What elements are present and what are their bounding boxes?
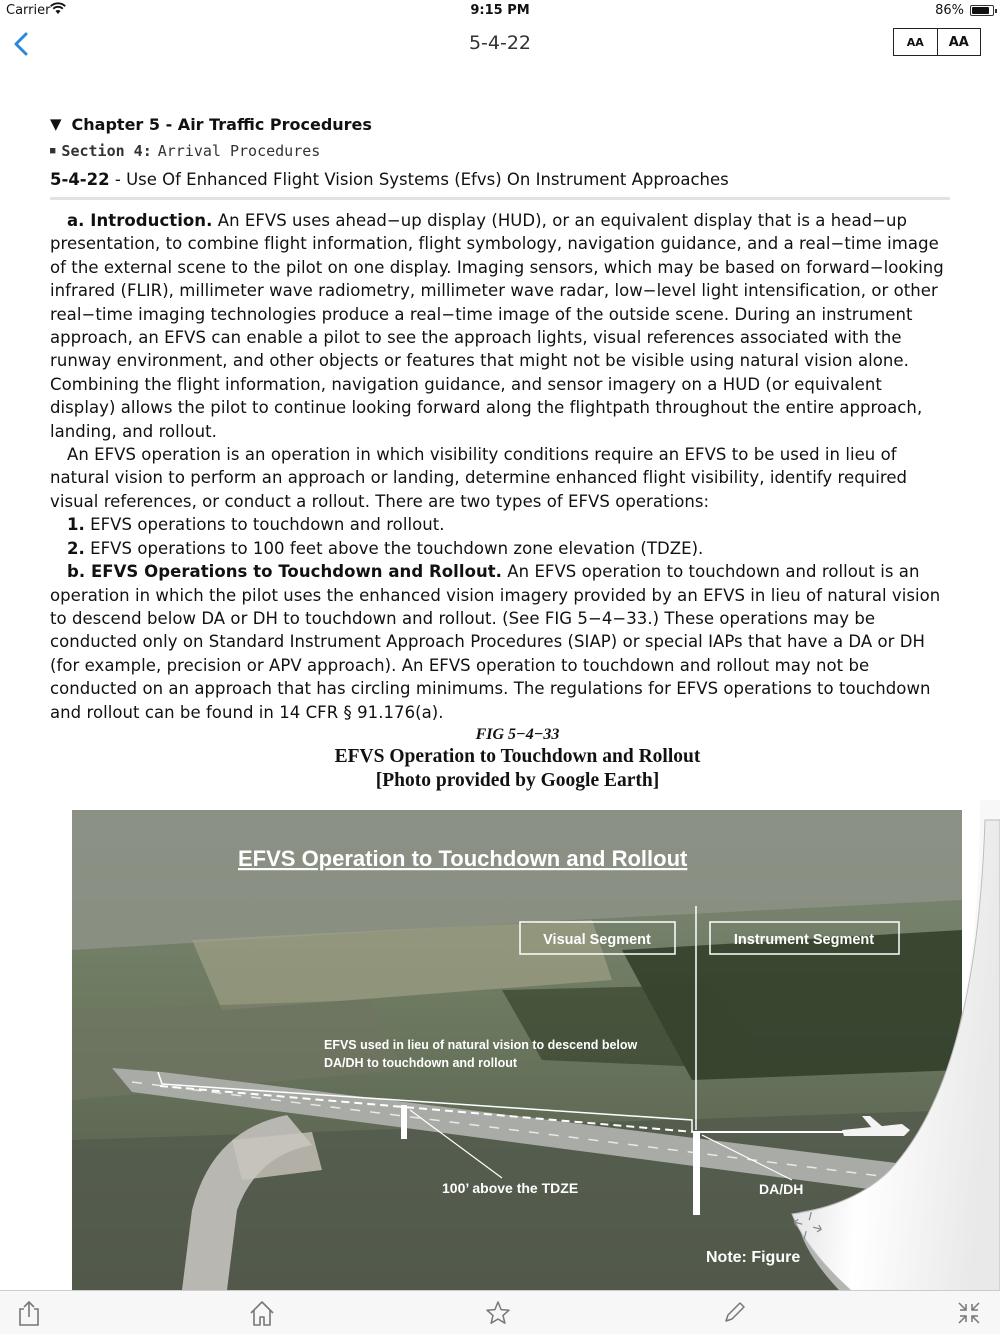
status-bar: [0, 0, 1000, 22]
font-decrease-button[interactable]: [894, 29, 937, 55]
share-button[interactable]: [15, 1299, 43, 1327]
figure-image-title: EFVS Operation to Touchdown and Rollout: [238, 846, 688, 871]
section-heading[interactable]: [50, 140, 950, 162]
da-dh-label: DA/DH: [759, 1181, 804, 1197]
navigation-bar: [0, 22, 1000, 66]
bookmark-button[interactable]: [484, 1299, 512, 1327]
item-text: EFVS operations to touchdown and rollout.: [84, 515, 445, 535]
figure-title: EFVS Operation to Touchdown and Rollout: [334, 746, 701, 767]
list-item: [50, 513, 950, 536]
annotation-line-2: DA/DH to touchdown and rollout: [324, 1056, 518, 1070]
paragraph-title: - Use Of Enhanced Flight Vision Systems (Efvs) On Instrument Approaches: [109, 170, 729, 189]
operation-paragraph: An EFVS operation is an operation in which visibility conditions require an EFVS to be used in lieu of natural vision to perform an approach or landing, determine enhanced flight visibility, identify required visual references, or conduct a rollout. There are two types of EFVS operations:: [50, 445, 908, 511]
list-item: [50, 537, 950, 560]
paragraph-number: 5-4-22: [50, 170, 110, 189]
figure-number: FIG 5−4−33: [475, 726, 560, 743]
section-b-text: An EFVS operation to touchdown and rollout is an operation in which the pilot uses the enhanced vision imagery provided by an EFVS in lieu of natural vision to descend below DA or DH to touchdown and rollout. (See FIG 5−4−33.) These operations may be conducted only on Standard Instrument Approach Procedures (SIAP) or special IAPs that have a DA or DH (for example, precision or APV approach). An EFVS operation to touchdown and rollout may not be conducted on an approach that has circling minimums. The regulations for EFVS operations to touchdown and rollout can be found in 14 CFR § 91.176(a).: [50, 562, 941, 722]
intro-paragraph: [50, 209, 950, 443]
instrument-segment-label: Instrument Segment: [733, 932, 875, 948]
section-name: Arrival Procedures: [157, 142, 321, 160]
status-time: 9:15 PM: [470, 3, 530, 18]
section-b-paragraph: [50, 560, 950, 724]
figure-subtitle: [Photo provided by Google Earth]: [375, 770, 660, 791]
font-increase-label: AA: [948, 34, 969, 50]
body-text: [50, 209, 950, 724]
item-number: 1.: [67, 515, 85, 535]
visual-segment-label: Visual Segment: [543, 932, 651, 948]
disclosure-triangle-icon: ▼: [50, 115, 62, 133]
intro-label: a. Introduction.: [67, 211, 213, 230]
chapter-title: Chapter 5 - Air Traffic Procedures: [71, 114, 372, 134]
share-icon: [15, 1299, 43, 1327]
item-number: 2.: [67, 538, 85, 558]
annotate-button[interactable]: [720, 1299, 748, 1327]
font-size-control: [893, 28, 981, 56]
annotation-line-1: EFVS used in lieu of natural vision to descend below: [324, 1038, 638, 1052]
item-text: EFVS operations to 100 feet above the touchdown zone elevation (TDZE).: [84, 538, 704, 558]
section-b-label: b. EFVS Operations to Touchdown and Rollout.: [67, 562, 503, 582]
battery-percent: 86%: [935, 3, 964, 18]
star-icon: [484, 1299, 512, 1327]
battery-icon: [970, 5, 994, 16]
divider: [50, 197, 950, 200]
font-increase-button[interactable]: [937, 29, 981, 55]
intro-text: An EFVS uses ahead−up display (HUD), or an equivalent display that is a head−up presentation, to combine flight information, flight symbology, navigation guidance, and a real−time image of the external scene to the pilot on one display. Imaging sensors, which may be based on forward−looking infrared (FLIR), millimeter wave radiometry, millimeter wave radar, low−level light intensification, or other real−time imaging technologies produce a real−time image of the outside scene. During an instrument approach, an EFVS can enable a pilot to see the approach lights, visual references associated with the runway environment, and other objects or features that might not be visible using natural vision alone. Combining the flight information, navigation guidance, and sensor imagery on a HUD (or equivalent display) allows the pilot to continue looking forward along the flightpath throughout the entire approach, landing, and rollout.: [50, 211, 944, 441]
paragraph-heading: [50, 170, 950, 196]
bullet-icon: ■: [50, 146, 56, 156]
page-curl[interactable]: [780, 800, 1000, 1334]
bottom-toolbar: [0, 1290, 1000, 1334]
document-content: [50, 112, 950, 724]
section-label: Section 4:: [61, 142, 152, 160]
collapse-button[interactable]: [955, 1299, 983, 1327]
home-button[interactable]: [248, 1299, 276, 1327]
page-title: 5-4-22: [468, 32, 532, 54]
carrier-label: Carrier: [6, 3, 51, 18]
chapter-heading[interactable]: [50, 112, 950, 136]
tdze-label: 100’ above the TDZE: [442, 1180, 579, 1196]
font-decrease-label: AA: [906, 35, 924, 49]
pencil-icon: [720, 1299, 748, 1327]
collapse-icon: [955, 1299, 983, 1327]
home-icon: [248, 1299, 276, 1327]
note-label: Note: Figure: [706, 1249, 801, 1266]
